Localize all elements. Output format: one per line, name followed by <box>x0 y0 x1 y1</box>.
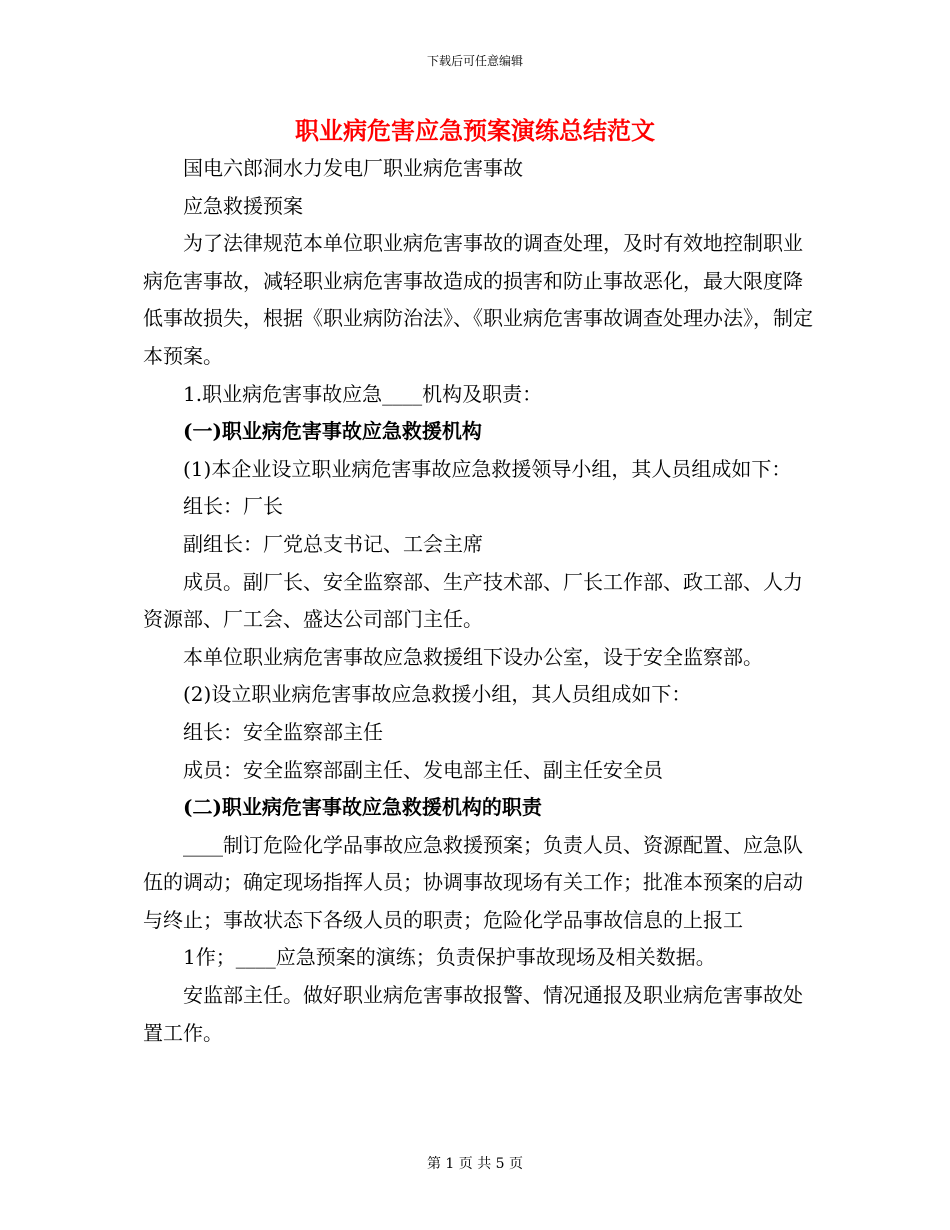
body-paragraph: 1作；____应急预案的演练；负责保护事故现场及相关数据。 <box>183 945 716 970</box>
body-paragraph: ____制订危险化学品事故应急救援预案；负责人员、资源配置、应急队伍的调动；确定现场指挥人员；协调事故现场有关工作；批准本预案的启动与终止；事故状态下各级人员的职责；危险化学品事故信息的上报工 <box>143 832 803 932</box>
body-paragraph: 安监部主任。做好职业病危害事故报警、情况通报及职业病危害事故处置工作。 <box>143 983 803 1045</box>
body-paragraph: (2)设立职业病危害事故应急救援小组，其人员组成如下： <box>183 682 692 707</box>
body-paragraph: 国电六郎洞水力发电厂职业病危害事故 <box>183 156 523 180</box>
body-paragraph: 为了法律规范本单位职业病危害事故的调查处理，及时有效地控制职业病危害事故，减轻职业病危害事故造成的损害和防止事故恶化，最大限度降低事故损失，根据《职业病防治法》、《职业病危害事故调查处理办法》，制定本预案。 <box>143 231 813 368</box>
body-paragraph: (1)本企业设立职业病危害事故应急救援领导小组，其人员组成如下： <box>183 456 792 481</box>
section-heading: (二)职业病危害事故应急救援机构的职责 <box>183 795 542 820</box>
document-title: 职业病危害应急预案演练总结范文 <box>295 116 655 145</box>
section-heading: (一)职业病危害事故应急救援机构 <box>183 419 482 444</box>
page-footer: 第 1 页 共 5 页 <box>426 1156 524 1172</box>
body-paragraph: 应急救援预案 <box>183 193 303 218</box>
body-paragraph: 成员：安全监察部副主任、发电部主任、副主任安全员 <box>183 757 663 782</box>
body-paragraph: 本单位职业病危害事故应急救援组下设办公室，设于安全监察部。 <box>183 644 763 669</box>
body-paragraph: 组长：厂长 <box>183 494 283 519</box>
body-paragraph: 组长：安全监察部主任 <box>183 719 383 744</box>
body-paragraph: 成员。副厂长、安全监察部、生产技术部、厂长工作部、政工部、人力资源部、厂工会、盛达公司部门主任。 <box>143 569 803 632</box>
body-paragraph: 1.职业病危害事故应急____机构及职责： <box>183 381 543 406</box>
body-paragraph: 副组长：厂党总支书记、工会主席 <box>183 531 483 556</box>
page-header-note: 下载后可任意编辑 <box>426 54 523 68</box>
document-body <box>143 150 813 1052</box>
